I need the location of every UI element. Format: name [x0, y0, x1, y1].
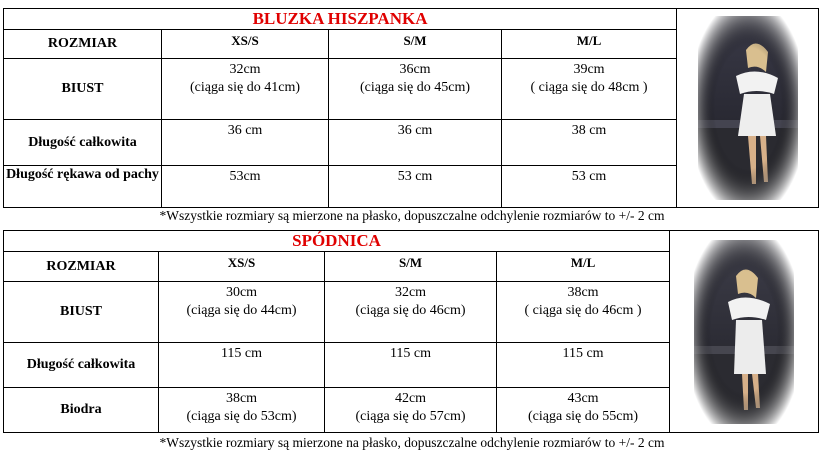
model-photo-icon — [694, 240, 794, 424]
measurement-cell: 53 cm — [502, 166, 677, 208]
table-title: BLUZKA HISZPANKA — [4, 9, 677, 30]
measurement-cell: 38cm (ciąga się do 53cm) — [159, 388, 325, 433]
row-label: Długość całkowita — [4, 120, 162, 166]
table-title: SPÓDNICA — [4, 231, 670, 252]
measurement-cell: 32cm (ciąga się do 46cm) — [325, 282, 497, 343]
measurement-cell: 38cm ( ciąga się do 46cm ) — [497, 282, 670, 343]
size-table-skirt — [3, 230, 819, 433]
size-header: XS/S — [159, 252, 325, 282]
measurement-cell: 53 cm — [329, 166, 502, 208]
row-label: Biodra — [4, 388, 159, 433]
measurement-cell: 32cm (ciąga się do 41cm) — [162, 59, 329, 120]
row-label: BIUST — [4, 282, 159, 343]
measurement-cell: 115 cm — [159, 343, 325, 388]
size-column-label: ROZMIAR — [4, 252, 159, 282]
measurement-cell: 39cm ( ciąga się do 48cm ) — [502, 59, 677, 120]
size-header: M/L — [502, 30, 677, 59]
size-header: S/M — [329, 30, 502, 59]
size-table-blouse — [3, 8, 819, 208]
model-photo-icon — [698, 16, 798, 200]
measurement-cell: 43cm (ciąga się do 55cm) — [497, 388, 670, 433]
measurement-cell: 38 cm — [502, 120, 677, 166]
measurement-cell: 30cm (ciąga się do 44cm) — [159, 282, 325, 343]
row-label: Długość rękawa od pachy — [4, 166, 162, 208]
size-column-label: ROZMIAR — [4, 30, 162, 59]
row-label: BIUST — [4, 59, 162, 120]
row-label: Długość całkowita — [4, 343, 159, 388]
photo-cell — [677, 9, 819, 208]
measurement-cell: 115 cm — [497, 343, 670, 388]
size-header: XS/S — [162, 30, 329, 59]
size-header: S/M — [325, 252, 497, 282]
measurement-cell: 36cm (ciąga się do 45cm) — [329, 59, 502, 120]
measurement-cell: 42cm (ciąga się do 57cm) — [325, 388, 497, 433]
measurement-note: *Wszystkie rozmiary są mierzone na płasko, dopuszczalne odchylenie rozmiarów to +/- 2 cm — [159, 208, 665, 223]
measurement-cell: 36 cm — [329, 120, 502, 166]
measurement-note: *Wszystkie rozmiary są mierzone na płasko, dopuszczalne odchylenie rozmiarów to +/- 2 cm — [159, 435, 665, 450]
measurement-cell: 115 cm — [325, 343, 497, 388]
measurement-cell: 36 cm — [162, 120, 329, 166]
measurement-cell: 53cm — [162, 166, 329, 208]
photo-cell — [670, 231, 819, 433]
size-header: M/L — [497, 252, 670, 282]
